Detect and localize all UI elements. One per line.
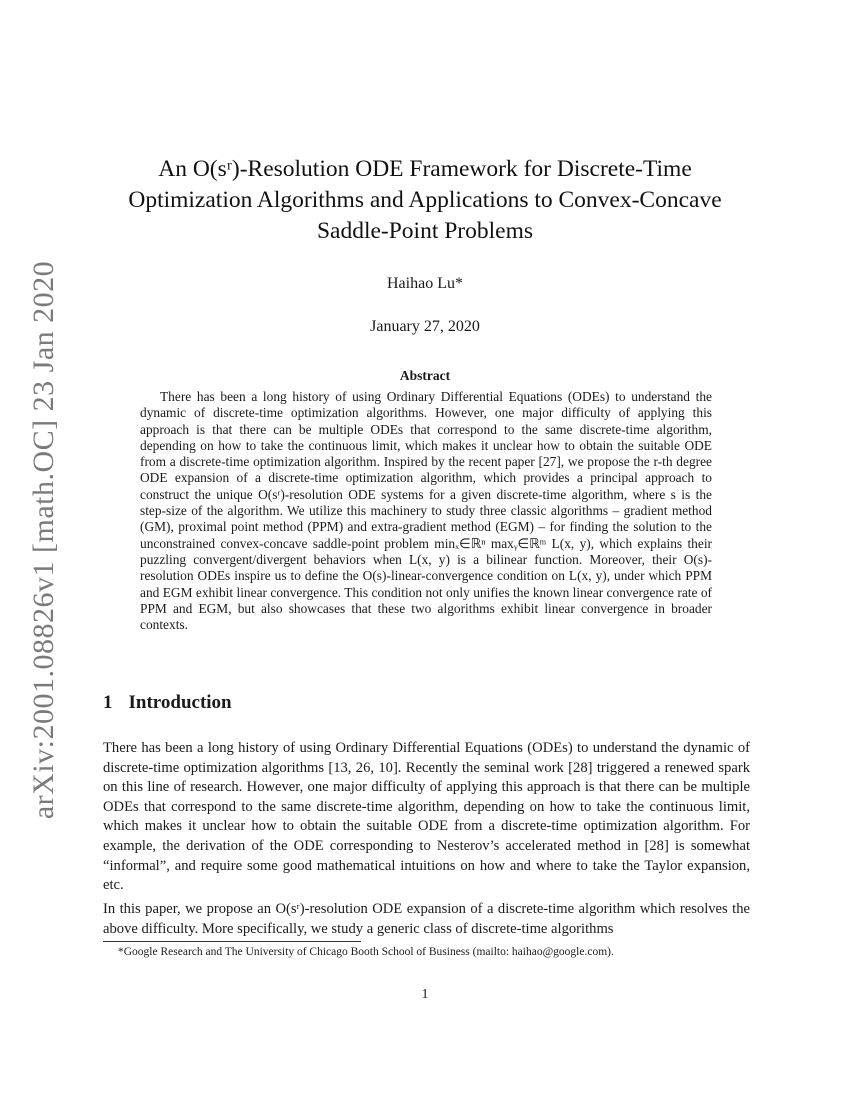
paper-title [100, 154, 750, 247]
body-paragraph: There has been a long history of using Ordinary Differential Equations (ODEs) to understand the dynamic of discrete-time optimization algorithms [13, 26, 10]. Recently the seminal work [28] triggered a renewed spark on this line of research. However, one major difficulty of applying this approach is that there can be multiple ODEs that correspond to the same discrete-time algorithm, depending on how to take the continuous limit, which makes it unclear how to obtain the suitable ODE from a discrete-time optimization algorithm. For example, the derivation of the ODE corresponding to Nesterov’s accelerated method in [28] is somewhat “informal”, and require some good mathematical intuitions on how and where to take the Taylor expansion, etc. [103, 740, 750, 894]
paper-date: January 27, 2020 [370, 318, 480, 335]
abstract-heading: Abstract [399, 368, 451, 383]
abstract-text: There has been a long history of using Ordinary Differential Equations (ODEs) to understand the dynamic of discrete-time optimization algorithms. However, one major difficulty of applying this approach is that there can be multiple ODEs that correspond to the same discrete-time algorithm, depending on how to take the continuous limit, which makes it unclear how to obtain the suitable ODE from a discrete-time optimization algorithm. Inspired by the recent paper [27], we propose the r-th degree ODE expansion of a discrete-time optimization algorithm, which provides a principal approach to construct the unique O(sʳ)-resolution ODE systems for a given discrete-time algorithm, where s is the step-size of the algorithm. We utilize this machinery to study three classic algorithms – gradient method (GM), proximal point method (PPM) and extra-gradient method (EGM) – for finding the solution to the unconstrained convex-concave saddle-point problem minₓ∈ℝⁿ maxᵧ∈ℝᵐ L(x, y), which explains their puzzling convergent/divergent behaviors when L(x, y) is a bilinear function. Moreover, their O(s)-resolution ODEs inspire us to define the O(s)-linear-convergence condition on L(x, y), under which PPM and EGM exhibit linear convergence. This condition not only unifies the known linear convergence rate of PPM and EGM, but also showcases that these two algorithms exhibit linear convergence in broader contexts. [140, 389, 712, 633]
title-line: Saddle-Point Problems [316, 218, 534, 244]
arxiv-side-stamp: arXiv:2001.08826v1 [math.OC] 23 Jan 2020 [27, 260, 60, 820]
title-line: An O(sʳ)-Resolution ODE Framework for Discrete-Time [158, 156, 692, 182]
author-name: Haihao Lu* [387, 275, 463, 292]
footnote: *Google Research and The University of Chicago Booth School of Business (mailto: haihao@google.com). [118, 946, 614, 958]
section-title: Introduction [128, 692, 232, 713]
body-paragraph: In this paper, we propose an O(sʳ)-resolution ODE expansion of a discrete-time algorithm which resolves the above difficulty. More specifically, we study a generic class of discrete-time algorithms [103, 901, 750, 937]
title-line: Optimization Algorithms and Applications to Convex-Concave [128, 187, 722, 213]
section-number: 1 [103, 692, 113, 713]
page-number: 1 [421, 987, 429, 1002]
footnote-divider [103, 941, 361, 942]
section-heading [103, 692, 232, 714]
